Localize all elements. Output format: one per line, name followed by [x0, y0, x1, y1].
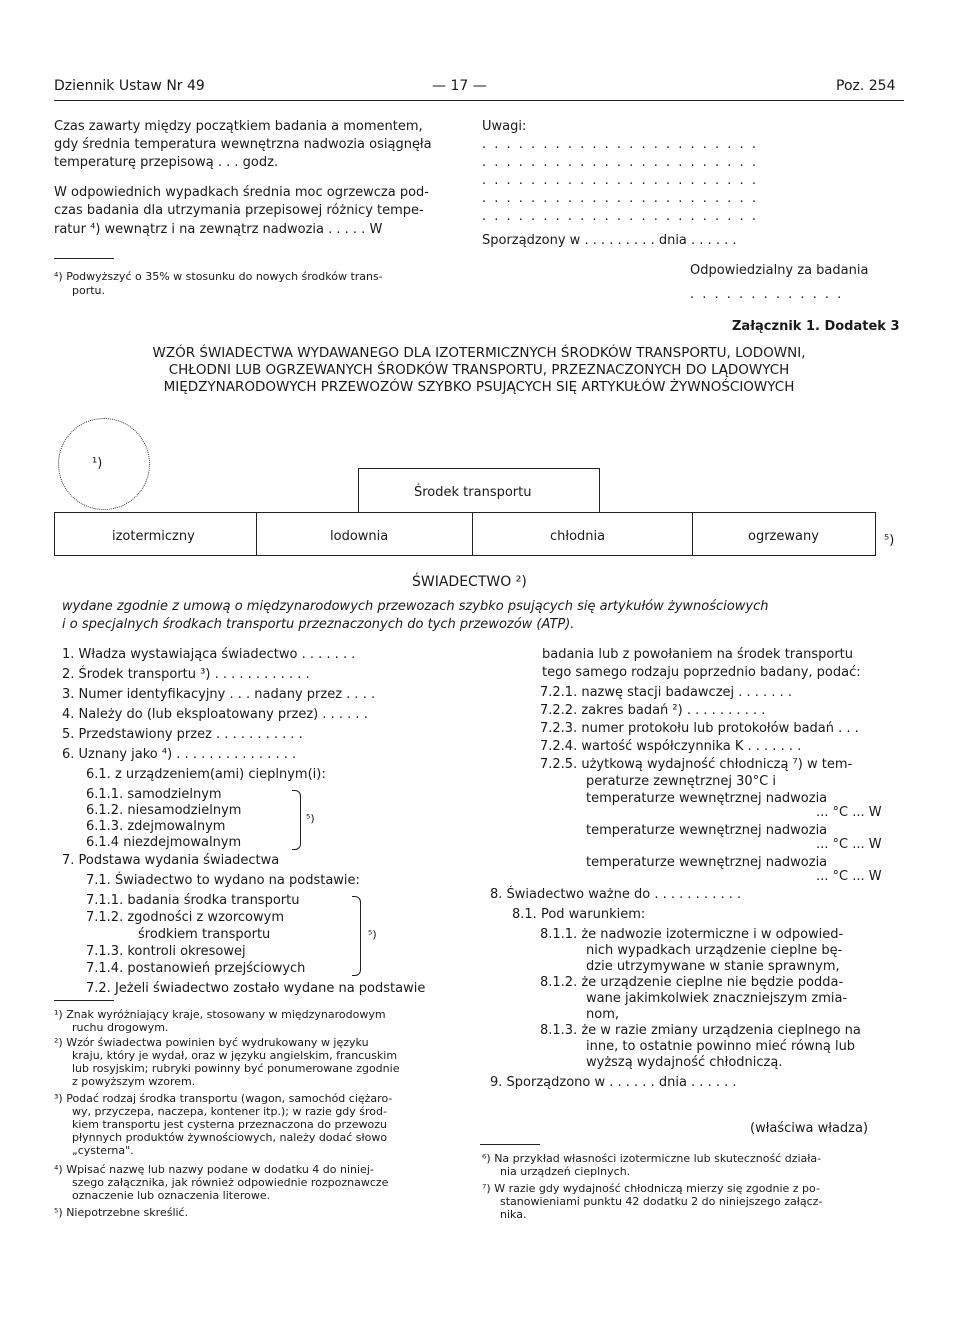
category-lodownia: lodownia [330, 529, 389, 544]
uwagi-dots-3: . . . . . . . . . . . . . . . . . . . . . . . [482, 173, 758, 188]
right-item-7-2-5-d: ... °C ... W [816, 805, 882, 820]
header-left: Dziennik Ustaw Nr 49 [54, 78, 205, 94]
right-item-7-2-3: 7.2.3. numer protokołu lub protokołów badań . . . [540, 721, 859, 736]
uwagi-dots-1: . . . . . . . . . . . . . . . . . . . . . . . [482, 137, 758, 152]
left-item-7-1-2: 7.1.2. zgodności z wzorcowym [86, 910, 284, 925]
left-item-7-1: 7.1. Świadectwo to wydano na podstawie: [86, 873, 360, 888]
fn6-2: nia urządzeń cieplnych. [500, 1165, 631, 1178]
zalacznik-label: Załącznik 1. Dodatek 3 [732, 319, 900, 334]
fn3-3: kiem transportu jest cysterna przeznaczona do przewozu [72, 1118, 387, 1131]
fn7-2: stanowieniami punktu 42 dodatku 2 do niniejszego załącz- [500, 1195, 823, 1208]
brace-6-1 [292, 790, 301, 850]
uwagi-dots-5: . . . . . . . . . . . . . . . . . . . . . . . [482, 209, 758, 224]
left-item-6-1-3: 6.1.3. zdejmowalnym [86, 819, 226, 834]
right-item-7-2-5-e: temperaturze wewnętrznej nadwozia [586, 823, 828, 838]
left-item-1: 1. Władza wystawiająca świadectwo . . . . . . . [62, 647, 356, 662]
fn3-4: płynnych produktów żywnościowych, należy dodać słowo [72, 1131, 388, 1144]
right-item-8-1-2-b: wane jakimkolwiek znaczniejszym zmia- [586, 991, 848, 1006]
intro-line-6: ratur ⁴) wewnątrz i na zewnątrz nadwozia . . . . . W [54, 222, 383, 237]
subtitle-line-2: i o specjalnych środkach transportu przeznaczonych do tych przewozów (ATP). [62, 617, 575, 632]
left-item-2: 2. Środek transportu ³) . . . . . . . . . . . . [62, 667, 310, 682]
country-sign-circle [58, 418, 150, 510]
fn7-1: ⁷) W razie gdy wydajność chłodniczą mierzy się zgodnie z po- [482, 1182, 820, 1195]
title-line-1: WZÓR ŚWIADECTWA WYDAWANEGO DLA IZOTERMICZNYCH ŚRODKÓW TRANSPORTU, LODOWNI, [152, 345, 806, 361]
title-line-2: CHŁODNI LUB OGRZEWANYCH ŚRODKÓW TRANSPORTU, PRZEZNACZONYCH DO LĄDOWYCH [168, 362, 790, 378]
footnotes-right-rule [480, 1144, 540, 1145]
category-chlodnia: chłodnia [550, 529, 606, 544]
fn2-3: lub rosyjskim; rubryki powinny być ponumerowane zgodnie [72, 1062, 400, 1075]
right-line-1: badania lub z powołaniem na środek transportu [542, 647, 854, 662]
left-item-6: 6. Uznany jako ⁴) . . . . . . . . . . . . . . . [62, 747, 297, 762]
subtitle-line-1: wydane zgodnie z umową o międzynarodowych przewozach szybko psujących się artykułów żywnościowych [62, 599, 769, 614]
fn4-1: ⁴) Wpisać nazwę lub nazwy podane w dodatku 4 do niniej- [54, 1163, 374, 1176]
fn4-2: szego załącznika, jak również odpowiednie rozpoznawcze [72, 1176, 389, 1189]
right-item-8-1-1: 8.1.1. że nadwozie izotermiczne i w odpowied- [540, 927, 844, 942]
header-right: Poz. 254 [836, 78, 896, 94]
fn2-1: ²) Wzór świadectwa powinien być wydrukowany w języku [54, 1036, 369, 1049]
brace-6-1-note: ⁵) [306, 812, 315, 825]
intro-line-2: gdy średnia temperatura wewnętrzna nadwozia osiągnęła [54, 137, 432, 152]
left-item-5: 5. Przedstawiony przez . . . . . . . . . . . [62, 727, 303, 742]
left-item-3: 3. Numer identyfikacyjny . . . nadany przez . . . . [62, 687, 376, 702]
right-item-8-1-1-c: dzie utrzymywane w stanie sprawnym, [586, 959, 840, 974]
fn3-2: wy, przyczepa, naczepa, kontener itp.); w razie gdy środ- [72, 1105, 387, 1118]
right-item-7-2-5-c: temperaturze wewnętrznej nadwozia [586, 791, 828, 806]
left-item-7-1-4: 7.1.4. postanowień przejściowych [86, 961, 306, 976]
right-item-7-2-1: 7.2.1. nazwę stacji badawczej . . . . . . . [540, 685, 792, 700]
right-item-8-1-3-c: wyższą wydajność chłodniczą. [586, 1055, 783, 1070]
left-item-7-1-1: 7.1.1. badania środka transportu [86, 893, 300, 908]
left-item-7-1-2-cont: środkiem transportu [138, 927, 271, 942]
category-izotermiczny: izotermiczny [112, 529, 195, 544]
right-item-7-2-5-g: temperaturze wewnętrznej nadwozia [586, 855, 828, 870]
right-item-8-1: 8.1. Pod warunkiem: [512, 907, 646, 922]
intro-line-3: temperaturę przepisową . . . godz. [54, 155, 279, 170]
intro-line-4: W odpowiednich wypadkach średnia moc ogrzewcza pod- [54, 185, 429, 200]
footnote-4-line-2: portu. [72, 284, 106, 297]
fn2-2: kraju, który je wydał, oraz w języku angielskim, francuskim [72, 1049, 398, 1062]
footnote-rule [54, 258, 114, 259]
fn5-1: ⁵) Niepotrzebne skreślić. [54, 1206, 189, 1219]
intro-line-5: czas badania dla utrzymania przepisowej różnicy tempe- [54, 203, 424, 218]
uwagi-label: Uwagi: [482, 119, 527, 134]
left-item-6-1-4: 6.1.4 niezdejmowalnym [86, 835, 242, 850]
right-item-7-2-5: 7.2.5. użytkową wydajność chłodniczą ⁷) w tem- [540, 757, 853, 772]
right-item-8-1-1-b: nich wypadkach urządzenie cieplne bę- [586, 943, 843, 958]
fn3-1: ³) Podać rodzaj środka transportu (wagon, samochód ciężaro- [54, 1092, 393, 1105]
right-line-2: tego samego rodzaju poprzednio badany, podać: [542, 665, 861, 680]
country-sign-note: ¹) [92, 456, 103, 471]
certificate-heading: ŚWIADECTWO ²) [412, 574, 527, 590]
signature-dots: . . . . . . . . . . . . . [690, 287, 844, 302]
uwagi-dots-4: . . . . . . . . . . . . . . . . . . . . . . . [482, 191, 758, 206]
left-item-6-1-2: 6.1.2. niesamodzielnym [86, 803, 242, 818]
left-item-6-1-1: 6.1.1. samodzielnym [86, 787, 222, 802]
left-item-4: 4. Należy do (lub eksploatowany przez) . . . . . . [62, 707, 368, 722]
fn1-1: ¹) Znak wyróżniający kraje, stosowany w międzynarodowym [54, 1008, 386, 1021]
brace-7-1-note: ⁵) [368, 928, 377, 941]
left-item-6-1: 6.1. z urządzeniem(ami) cieplnym(i): [86, 767, 326, 782]
category-note: ⁵) [884, 533, 895, 548]
footnotes-rule [54, 1000, 114, 1001]
right-item-7-2-5-h: ... °C ... W [816, 869, 882, 884]
divider-3 [692, 512, 693, 555]
right-item-9: 9. Sporządzono w . . . . . . dnia . . . . . . [490, 1075, 737, 1090]
fn6-1: ⁶) Na przykład własności izotermiczne lub skuteczność działa- [482, 1152, 822, 1165]
sporzadzony-line: Sporządzony w . . . . . . . . . dnia . . . . . . [482, 233, 737, 248]
category-ogrzewany: ogrzewany [748, 529, 819, 544]
header-rule [54, 100, 904, 101]
divider-1 [256, 512, 257, 555]
right-item-7-2-2: 7.2.2. zakres badań ²) . . . . . . . . . . [540, 703, 766, 718]
fn7-3: nika. [500, 1208, 527, 1221]
uwagi-dots-2: . . . . . . . . . . . . . . . . . . . . . . . [482, 155, 758, 170]
right-item-8: 8. Świadectwo ważne do . . . . . . . . . . . [490, 887, 742, 902]
right-item-7-2-5-b: peraturze zewnętrznej 30°C i [586, 774, 776, 789]
fn3-5: „cysterna". [72, 1144, 134, 1157]
right-item-7-2-5-f: ... °C ... W [816, 837, 882, 852]
brace-7-1 [352, 896, 361, 976]
divider-2 [472, 512, 473, 555]
srodek-transportu-label: Środek transportu [414, 485, 532, 500]
footnote-4-line-1: ⁴) Podwyższyć o 35% w stosunku do nowych środków trans- [54, 270, 383, 283]
fn1-2: ruchu drogowym. [72, 1021, 169, 1034]
authority-label: (właściwa władza) [750, 1121, 869, 1136]
right-item-8-1-3-b: inne, to ostatnie powinno mieć równą lub [586, 1039, 856, 1054]
right-item-7-2-4: 7.2.4. wartość współczynnika K . . . . . . . [540, 739, 802, 754]
fn2-4: z powyższym wzorem. [72, 1075, 196, 1088]
left-item-7-2: 7.2. Jeżeli świadectwo zostało wydane na podstawie [86, 981, 426, 996]
fn4-3: oznaczenie lub oznaczenia literowe. [72, 1189, 271, 1202]
right-item-8-1-2: 8.1.2. że urządzenie cieplne nie będzie podda- [540, 975, 844, 990]
odpowiedzialny-label: Odpowiedzialny za badania [690, 263, 869, 278]
right-item-8-1-2-c: nom, [586, 1007, 619, 1022]
left-item-7: 7. Podstawa wydania świadectwa [62, 853, 280, 868]
title-line-3: MIĘDZYNARODOWYCH PRZEWOZÓW SZYBKO PSUJĄCYCH SIĘ ARTYKUŁÓW ŻYWNOŚCIOWYCH [163, 379, 795, 395]
right-item-8-1-3: 8.1.3. że w razie zmiany urządzenia cieplnego na [540, 1023, 861, 1038]
header-center: — 17 — [432, 78, 487, 94]
intro-line-1: Czas zawarty między początkiem badania a momentem, [54, 119, 423, 134]
left-item-7-1-3: 7.1.3. kontroli okresowej [86, 944, 246, 959]
